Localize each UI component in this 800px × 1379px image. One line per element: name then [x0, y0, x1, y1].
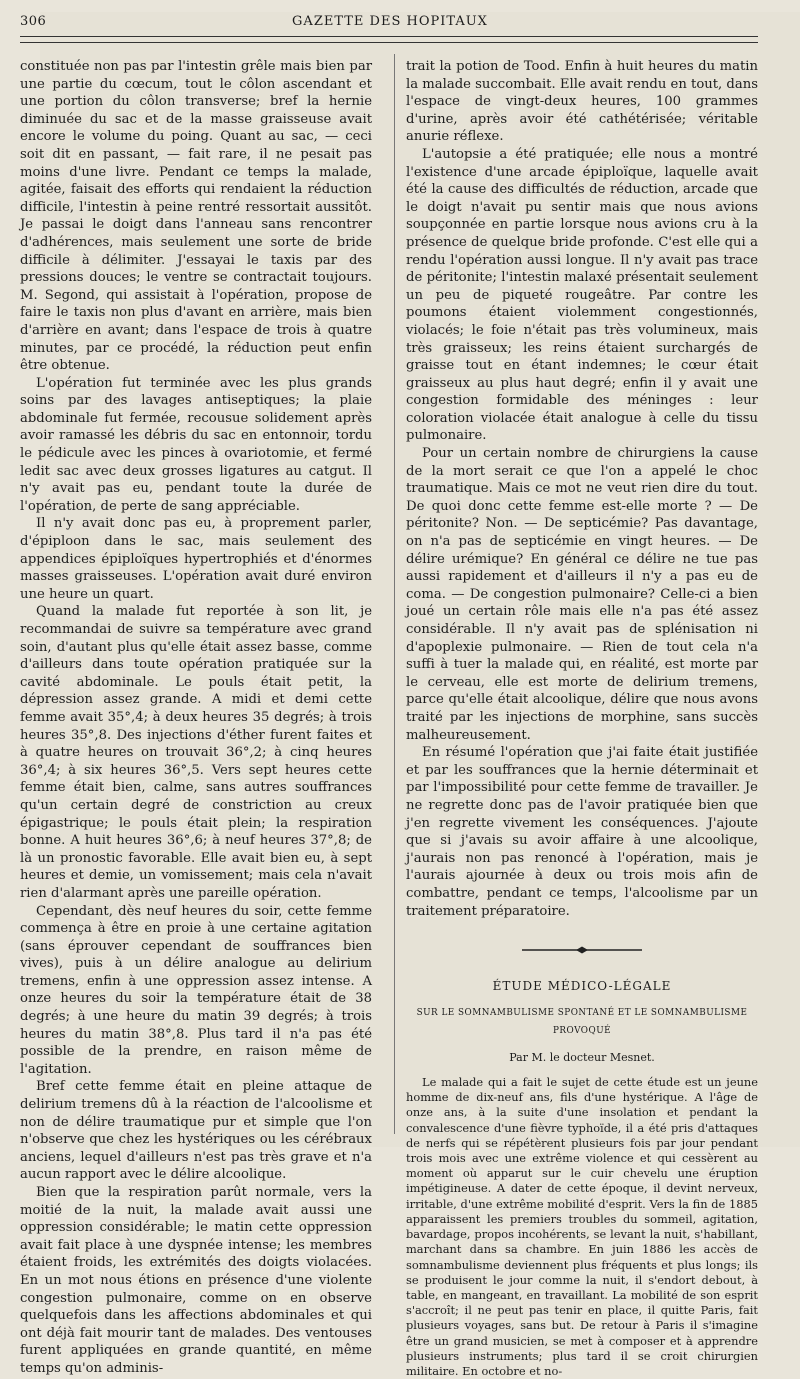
- paragraph: Il n'y avait donc pas eu, à proprement parler, d'épiploon dans le sac, mais seulement des appendices épiploïques hypertrophiés et d'énormes masses graisseuses. L'opération avait duré environ une heure un quart.: [20, 516, 372, 602]
- paragraph: En résumé l'opération que j'ai faite était justifiée et par les souffrances que la hernie déterminait et par l'impossibilité pour cette femme de travailler. Je ne regrette donc pas de l'avoir pratiquée bien que j'en regrette vivement les conséquences. J'ajoute que si j'avais su avoir affaire à une alcoolique, j'aurais non pas renoncé à l'opération, mais je l'aurais ajournée à deux ou trois mois afin de combattre, pendant ce temps, l'alcoolisme par un traitement préparatoire.: [406, 745, 758, 919]
- paragraph: L'autopsie a été pratiquée; elle nous a montré l'existence d'une arcade épiploïque, laquelle avait été la cause des difficultés de réduction, arcade que le doigt n'avait pu sentir mais que nous avions soupçonnée en partie lorsque nous avions cru à la présence de quelque bride profonde. C'est elle qui a rendu l'opération aussi longue. Il n'y avait pas trace de péritonite; l'intestin malaxé présentait seulement un peu de piqueté rougeâtre. Par contre les poumons étaient violemment congestionnés, violacés; le foie n'était pas très volumineux, mais très graisseux; les reins étaient surchargés de graisse tout en étant indemnes; le cœur était graisseux au plus haut degré; enfin il y avait une congestion formidable des méninges : leur coloration violacée était analogue à celle du tissu pulmonaire.: [406, 146, 758, 444]
- paragraph: Pour un certain nombre de chirurgiens la cause de la mort serait ce que l'on a appelé le choc traumatique. Mais ce mot ne veut rien dire du tout. De quoi donc cette femme est-elle morte ? — De péritonite? Non. — De septicémie? Pas davantage, on n'a pas de septicémie en vingt heures. — De délire urémique? En général ce délire ne tue pas aussi rapidement et d'ailleurs il n'y a pas eu de coma. — De congestion pulmonaire? Celle-ci a bien joué un certain rôle mais elle n'a pas été assez considérable. Il n'y avait pas de splénisation ni d'apoplexie pulmonaire. — Rien de tout cela n'a suffi à tuer la malade qui, en réalité, est morte par le cerveau, elle est morte de delirium tremens, parce qu'elle était alcoolique, délire que nous avons traité par les injections de morphine, sans succès malheureusement.: [406, 446, 758, 743]
- article-subtitle: SUR LE SOMNAMBULISME SPONTANÉ ET LE SOMNAMBULISME PROVOQUÉ: [416, 1008, 748, 1036]
- paragraph: Le malade qui a fait le sujet de cette étude est un jeune homme de dix-neuf ans, fils d'une hystérique. A l'âge de onze ans, à la suite d'une insolation et pendant la convalescence d'une fièvre typhoïde, il a été pris d'attaques de nerfs qui se répétèrent plusieurs fois par jour pendant trois mois avec une extrême violence et qui cessèrent au moment où apparut sur le cuir chevelu une éruption impétigineuse. A dater de cette époque, il devint nerveux, irritable, d'une extrême mobilité d'esprit. Vers la fin de 1885 apparaissent les premiers troubles du sommeil, agitation, bavardage, propos incohérents, se levant la nuit, s'habillant, marchant dans sa chambre. En juin 1886 les accès de somnambulisme deviennent plus fréquents et plus longs; ils se produisent le jour comme la nuit, il s'endort debout, à table, en mangeant, en travaillant. La mobilité de son esprit s'accroît; il ne peut pas tenir en place, il quitte Paris, fait plusieurs voyages, sans but. De retour à Paris il s'imagine être un grand musicien, se met à composer et à apprendre plusieurs instruments; plus tard il se croit chirurgien militaire. En octobre et no-: [406, 1075, 758, 1378]
- section-separator: [406, 942, 758, 960]
- page-header: [20, 14, 760, 34]
- paragraph: Bref cette femme était en pleine attaque de delirium tremens dû à la réaction de l'alcoolisme et non de délire traumatique pur et simple que l'on n'observe que chez les hystériques ou les cérébraux anciens, lequel d'ailleurs n'est pas très grave et n'a aucun rapport avec le délire alcoolique.: [20, 1079, 372, 1183]
- page-number: 306: [20, 14, 47, 29]
- paragraph: Cependant, dès neuf heures du soir, cette femme commença à être en proie à une certaine agitation (sans éprouver cependant de souffrances bien vives), puis à un délire analogue au delirium tremens, enfin à une oppression assez intense. A onze heures du soir la température était de 38 degrés; à une heure du matin 39 degrés; à trois heures du matin 38°,8. Plus tard il n'a pas été possible de la prendre, en raison même de l'agitation.: [20, 903, 372, 1077]
- paragraph: constituée non pas par l'intestin grêle mais bien par une partie du cœcum, tout le côlon ascendant et une portion du côlon transverse; bref la hernie diminuée du sac et de la masse graisseuse avait encore le volume du poing. Quant au sac, — ceci soit dit en passant, — fait rare, il ne pesait pas moins d'une livre. Pendant ce temps la malade, agitée, faisait des efforts qui rendaient la réduction difficile, l'intestin à peine rentré ressortait aussitôt. Je passai le doigt dans l'anneau sans rencontrer d'adhérences, mais seulement une sorte de bride difficile à délimiter. J'essayai le taxis par des pressions douces; le ventre se contractait toujours. M. Segond, qui assistait à l'opération, propose de faire le taxis non plus d'avant en arrière, mais bien d'arrière en avant; dans l'espace de trois à quatre minutes, par ce procédé, la réduction peut enfin être obtenue.: [20, 59, 372, 374]
- paragraph: trait la potion de Tood. Enfin à huit heures du matin la malade succombait. Elle avait rendu en tout, dans l'espace de vingt-deux heures, 100 grammes d'urine, après avoir été cathétérisée; véritable anurie réflexe.: [406, 59, 758, 145]
- column-divider: [394, 54, 395, 1134]
- paragraph: Bien que la respiration parût normale, vers la moitié de la nuit, la malade avait aussi une oppression considérable; le matin cette oppression avait fait place à une dyspnée intense; les membres étaient froids, les extrémités des doigts violacées. En un mot nous étions en présence d'une violente congestion pulmonaire, comme on en observe quelquefois dans les affections abdominales et qui ont déjà fait mourir tant de malades. Des ventouses furent appliquées en grande quantité, en même temps qu'on adminis-: [20, 1185, 372, 1376]
- paragraph: Quand la malade fut reportée à son lit, je recommandai de suivre sa température avec grand soin, d'autant plus qu'elle était assez basse, comme d'ailleurs dans toute opération pratiquée sur la cavité abdominale. Le pouls était petit, la dépression assez grande. A midi et demi cette femme avait 35°,4; à deux heures 35 degrés; à trois heures 35°,8. Des injections d'éther furent faites et à quatre heures on trouvait 36°,2; à cinq heures 36°,4; à six heures 36°,5. Vers sept heures cette femme était bien, calme, sans autres souffrances qu'un certain degré de constriction au creux épigastrique; le pouls était plein; la respiration bonne. A huit heures 36°,6; à neuf heures 37°,8; de là un pronostic favorable. Elle avait bien eu, à sept heures et demie, un vomissement; mais cela n'avait rien d'alarmant après une pareille opération.: [20, 604, 372, 901]
- ornament-rule-icon: [522, 946, 642, 954]
- header-rule-double: [20, 42, 758, 43]
- article-author: Par M. le docteur Mesnet.: [509, 1051, 655, 1065]
- journal-title: GAZETTE DES HOPITAUX: [292, 14, 488, 29]
- right-column: [406, 58, 758, 1379]
- header-rule: [20, 36, 758, 37]
- article-body: [406, 1075, 758, 1379]
- paragraph: L'opération fut terminée avec les plus grands soins par des lavages antiseptiques; la plaie abdominale fut fermée, recousue solidement après avoir ramassé les débris du sac en entonnoir, tordu le pédicule avec les pinces à ovariotomie, et fermé ledit sac avec deux grosses ligatures au catgut. Il n'y avait pas eu, pendant toute la durée de l'opération, de perte de sang appréciable.: [20, 375, 372, 514]
- article-title: ÉTUDE MÉDICO-LÉGALE: [492, 978, 672, 993]
- left-column: [20, 58, 372, 1378]
